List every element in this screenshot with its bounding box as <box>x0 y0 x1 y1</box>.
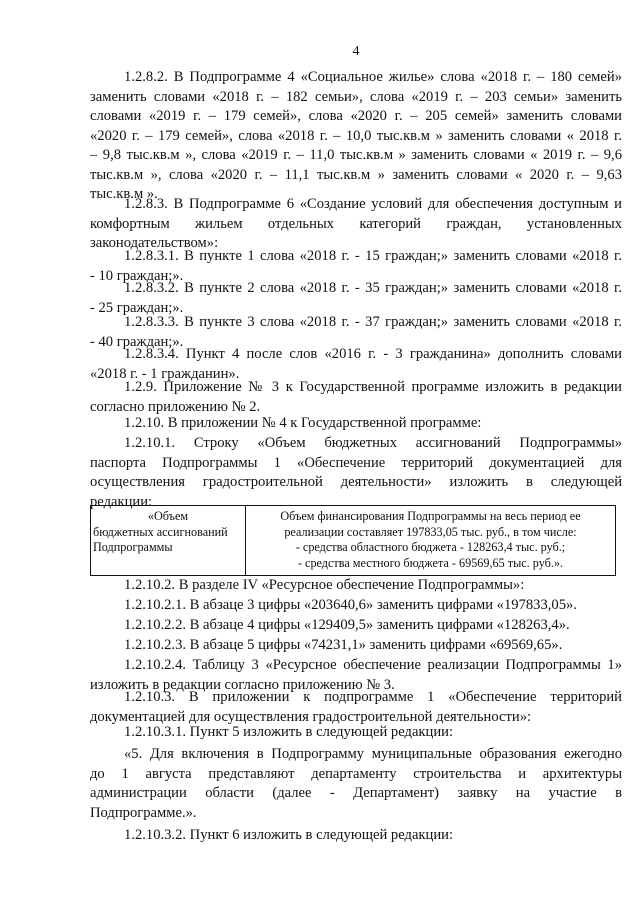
text-line: паспорта Подпрограммы 1 «Обеспечение территорий документацией для <box>90 454 622 471</box>
paragraph-1-2-10 <box>90 414 622 434</box>
cell-line: Объем финансирования Подпрограммы на весь период ее <box>280 509 581 523</box>
paragraph-1-2-10-2-1 <box>90 596 622 616</box>
text-line: 1.2.10.3.2. Пункт 6 изложить в следующей редакции: <box>124 827 453 843</box>
text-line: 1.2.10.3.1. Пункт 5 изложить в следующей редакции: <box>124 724 453 740</box>
cell-line: бюджетных ассигнований <box>93 524 228 539</box>
paragraph-1-2-10-3-2 <box>90 826 622 846</box>
text-line: комфортным жильем отдельных категорий граждан, установленных <box>90 215 622 232</box>
text-line: 1.2.10.1. Строку «Объем бюджетных ассигнований Подпрограммы» <box>124 435 622 451</box>
text-line: 1.2.10. В приложении № 4 к Государственной программе: <box>124 415 482 431</box>
paragraph-1-2-10-2-2 <box>90 616 622 636</box>
cell-line: «Объем <box>147 509 189 523</box>
text-line: 1.2.10.2.2. В абзаце 4 цифры «129409,5» заменить цифрами «128263,4». <box>124 617 570 633</box>
text-line: - 40 граждан;». <box>90 333 184 350</box>
text-line: - 25 граждан;». <box>90 299 184 316</box>
text-line: осуществления градостроительной деятельности» изложить в следующей <box>90 474 622 490</box>
text-line: 1.2.8.3.4. Пункт 4 после слов «2016 г. - 3 гражданина» дополнить словами <box>124 346 622 362</box>
text-line: Подпрограмме.». <box>90 804 197 821</box>
paragraph-1-2-10-1 <box>90 434 622 512</box>
text-line: законодательством»: <box>90 235 219 251</box>
cell-line: - средства областного бюджета - 128263,4 тыс. руб.; <box>295 540 566 554</box>
paragraph-1-2-10-3 <box>90 688 622 727</box>
text-line: редакции: <box>90 493 153 510</box>
text-line: 1.2.10.2.4. Таблицу 3 «Ресурсное обеспечение реализации Подпрограммы 1» <box>124 657 622 673</box>
paragraph-item-5 <box>90 745 622 823</box>
table-row <box>91 506 616 576</box>
text-line: «2020 г. – 179 семей», слова «2018 г. – 10,0 тыс.кв.м » заменить словами « 2018 г. <box>90 127 622 144</box>
text-line: 1.2.9. Приложение № 3 к Государственной программе изложить в редакции <box>124 379 622 395</box>
text-line: 1.2.8.3.3. В пункте 3 слова «2018 г. - 37 граждан;» заменить словами «2018 г. <box>124 314 622 330</box>
text-line: 1.2.8.3.2. В пункте 2 слова «2018 г. - 35 граждан;» заменить словами «2018 г. <box>124 280 622 296</box>
budget-table <box>90 505 616 576</box>
paragraph-1-2-10-2-3 <box>90 636 622 656</box>
text-line: 1.2.8.2. В Подпрограмме 4 «Социальное жилье» слова «2018 г. – 180 семей» <box>124 69 622 85</box>
table-cell-value <box>246 506 616 576</box>
text-line: - 10 граждан;». <box>90 267 184 284</box>
cell-line: реализации составляет 197833,05 тыс. руб., в том числе: <box>284 524 577 539</box>
text-line: администрации области (далее - Департамент) заявку на участие в <box>90 785 622 801</box>
text-line: согласно приложению № 2. <box>90 398 261 415</box>
text-line: словами «2019 г. – 179 семей», слова «2020 г. – 205 семей» заменить словами <box>90 108 622 124</box>
paragraph-1-2-8-2 <box>90 68 622 205</box>
text-line: 1.2.10.2.3. В абзаце 5 цифры «74231,1» заменить цифрами «69569,65». <box>124 637 563 653</box>
text-line: «2018 г. - 1 гражданин». <box>90 365 240 382</box>
text-line: тыс.кв.м ». <box>90 186 158 202</box>
text-line: 1.2.10.2.1. В абзаце 3 цифры «203640,6» заменить цифрами «197833,05». <box>124 597 577 613</box>
paragraph-1-2-8-3 <box>90 195 622 254</box>
cell-line: Подпрограммы <box>93 540 173 554</box>
cell-line: - средства местного бюджета - 69569,65 тыс. руб.». <box>297 555 564 570</box>
paragraph-1-2-10-2 <box>90 576 622 596</box>
text-line: изложить в редакции согласно приложению № 3. <box>90 676 395 693</box>
text-line: «5. Для включения в Подпрограмму муниципальные образования ежегодно <box>124 746 622 762</box>
table-cell-label <box>91 506 246 576</box>
text-line: документацией для осуществления градостроительной деятельности»: <box>90 708 532 725</box>
text-line: 1.2.10.3. В приложении к подпрограмме 1 «Обеспечение территорий <box>124 689 622 705</box>
paragraph-1-2-9 <box>90 378 622 417</box>
text-line: заменить словами «2018 г. – 182 семьи», слова «2019 г. – 203 семьи» заменить <box>90 88 622 105</box>
text-line: 1.2.8.3. В Подпрограмме 6 «Создание условий для обеспечения доступным и <box>124 196 622 212</box>
text-line: 1.2.8.3.1. В пункте 1 слова «2018 г. - 15 граждан;» заменить словами «2018 г. <box>124 248 622 264</box>
page-number: 4 <box>352 44 360 59</box>
text-line: 1.2.10.2. В разделе IV «Ресурсное обеспечение Подпрограммы»: <box>124 577 525 593</box>
text-line: – 9,8 тыс.кв.м », слова «2019 г. – 11,0 тыс.кв.м » заменить словами « 2019 г. – 9,6 <box>90 147 622 163</box>
paragraph-1-2-10-3-1 <box>90 723 622 743</box>
text-line: до 1 августа представляют департаменту строительства и архитектуры <box>90 765 622 782</box>
text-line: тыс.кв.м », слова «2020 г. – 11,1 тыс.кв.м » заменить словами « 2020 г. – 9,63 <box>90 166 622 183</box>
